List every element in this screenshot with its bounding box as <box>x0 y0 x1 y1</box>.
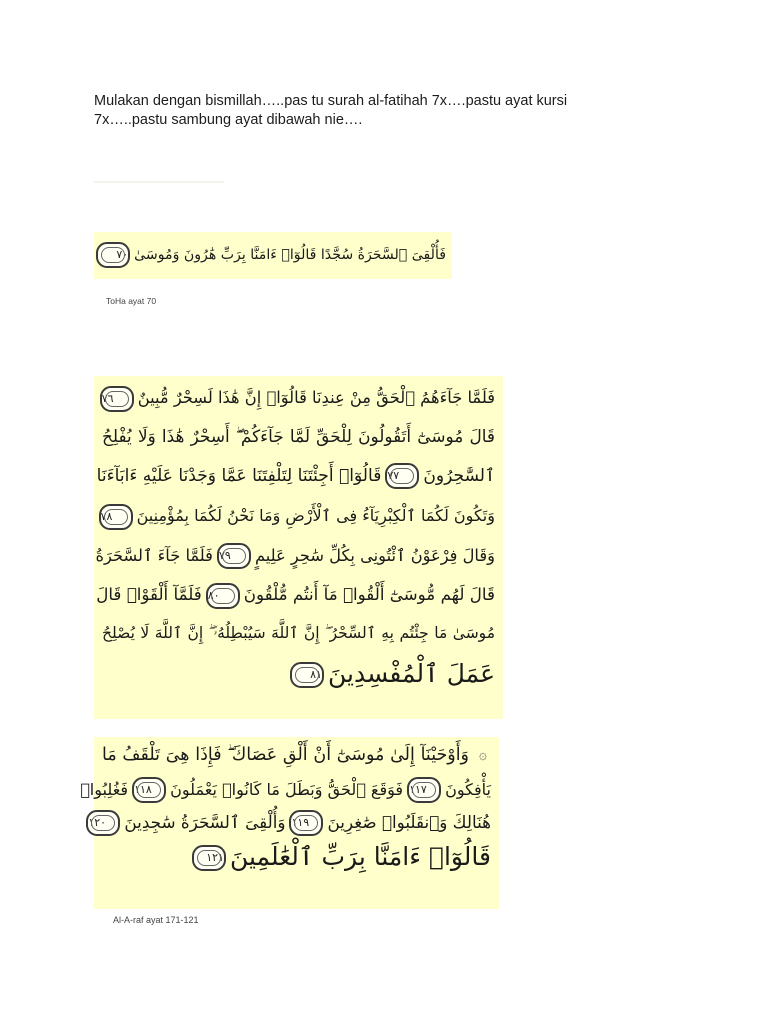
intro-text <box>94 92 654 130</box>
faint-divider <box>94 181 224 183</box>
verse-text: وَأَوْحَيْنَآ إِلَىٰ مُوسَىٰٓ أَنْ أَلْقِ عَصَاكَ ۖ فَإِذَا هِىَ تَلْقَفُ مَا <box>102 745 469 765</box>
ayah-number-marker: ٧٧ <box>385 463 419 489</box>
verse-text: هُنَالِكَ وَٱنقَلَبُوا۟ صَٰغِرِينَ <box>327 812 491 833</box>
ayah-number-marker: ١٢١ <box>192 845 226 871</box>
verse-text: عَمَلَ ٱلْمُفْسِدِينَ <box>327 658 495 688</box>
verse-line <box>102 840 491 874</box>
ayah-number-marker: ١١٨ <box>132 777 166 803</box>
verse-text: وَقَالَ فِرْعَوْنُ ٱئْتُونِى بِكُلِّ سَٰحِرٍ عَلِيمٍ <box>254 545 495 565</box>
quran-excerpt-al-araf-117-121 <box>80 737 499 909</box>
excerpt-caption-al-araf: Al-A-raf ayat 171-121 <box>113 915 199 925</box>
ayah-number-marker: ٧٨ <box>99 504 133 530</box>
verse-line <box>102 614 495 653</box>
verse-text: ٱلسَّٰحِرُونَ <box>423 465 495 486</box>
quran-excerpt-taha-70 <box>94 232 452 279</box>
excerpt-caption-taha: ToHa ayat 70 <box>106 296 157 306</box>
verse-text: قَالَ لَهُم مُّوسَىٰٓ أَلْقُوا۟ مَآ أَنتُم مُّلْقُونَ <box>243 584 495 605</box>
verse-text: قَالُوٓا۟ ءَامَنَّا بِرَبِّ ٱلْعَٰلَمِينَ <box>229 841 491 871</box>
verse-text: فَلَمَّا جَآءَهُمُ ٱلْحَقُّ مِنْ عِندِنَا قَالُوٓا۟ إِنَّ هَٰذَا لَسِحْرٌ مُّبِينٌ <box>137 388 495 407</box>
ayah-star-icon: ۞ <box>478 747 487 763</box>
ayah-number-marker: ٧٩ <box>217 543 251 569</box>
verse-text: وَأُلْقِىَ ٱلسَّحَرَةُ سَٰجِدِينَ <box>124 812 286 833</box>
intro-line-1: Mulakan dengan bismillah…..pas tu surah al-fatihah 7x….pastu ayat kursi <box>94 93 568 109</box>
verse-text: فَغُلِبُوا۟ <box>80 779 129 799</box>
verse-line <box>96 575 495 614</box>
verse-text: مُوسَىٰ مَا جِئْتُم بِهِ ٱلسِّحْرُ ۖ إِنَّ ٱللَّهَ سَيُبْطِلُهُۥٓ ۖ إِنَّ ٱللَّهَ لَا يُصْلِحُ <box>102 624 495 643</box>
quran-excerpt-yunus-76-81 <box>94 376 503 719</box>
verse-line <box>102 417 495 456</box>
ayah-number-marker: ١٢٠ <box>86 810 120 836</box>
verse-line <box>102 378 495 417</box>
verse-text: قَالُوٓا۟ أَجِئْتَنَا لِتَلْفِتَنَا عَمَّا وَجَدْنَا عَلَيْهِ ءَابَآءَنَا <box>96 465 382 486</box>
ayah-number-marker: ١١٩ <box>289 810 323 836</box>
verse-text: فَلَمَّآ أَلْقَوْا۟ قَالَ <box>96 584 202 605</box>
ayah-number-marker: ٧٦ <box>100 386 134 412</box>
ayah-number-marker: ٧٠ <box>96 242 130 268</box>
verse-line <box>80 773 491 807</box>
ayah-number-marker: ١١٧ <box>407 777 441 803</box>
verse-line <box>102 654 495 693</box>
verse-text: فَوَقَعَ ٱلْحَقُّ وَبَطَلَ مَا كَانُوا۟ يَعْمَلُونَ <box>170 779 404 799</box>
verse-line <box>100 232 446 279</box>
verse-line <box>95 536 495 575</box>
verse-line <box>102 496 495 535</box>
verse-text: قَالَ مُوسَىٰٓ أَتَقُولُونَ لِلْحَقِّ لَمَّا جَآءَكُمْ ۖ أَسِحْرٌ هَٰذَا وَلَا يُفْلِحُ <box>102 426 495 447</box>
verse-line <box>96 457 495 496</box>
verse-text: وَتَكُونَ لَكُمَا ٱلْكِبْرِيَآءُ فِى ٱلْأَرْضِ وَمَا نَحْنُ لَكُمَا بِمُؤْمِنِينَ <box>136 506 495 526</box>
verse-text: فَلَمَّا جَآءَ ٱلسَّحَرَةُ <box>95 545 213 565</box>
verse-line <box>88 806 491 840</box>
intro-line-2: 7x…..pastu sambung ayat dibawah nie…. <box>94 112 363 128</box>
verse-text: فَأُلْقِىَ ٱلسَّحَرَةُ سُجَّدًا قَالُوٓا۟ ءَامَنَّا بِرَبِّ هَٰرُونَ وَمُوسَىٰ <box>134 247 446 263</box>
ayah-number-marker: ٨١ <box>290 662 324 688</box>
verse-line <box>102 739 491 773</box>
verse-text: يَأْفِكُونَ <box>445 779 491 799</box>
ayah-number-marker: ٨٠ <box>206 583 240 609</box>
